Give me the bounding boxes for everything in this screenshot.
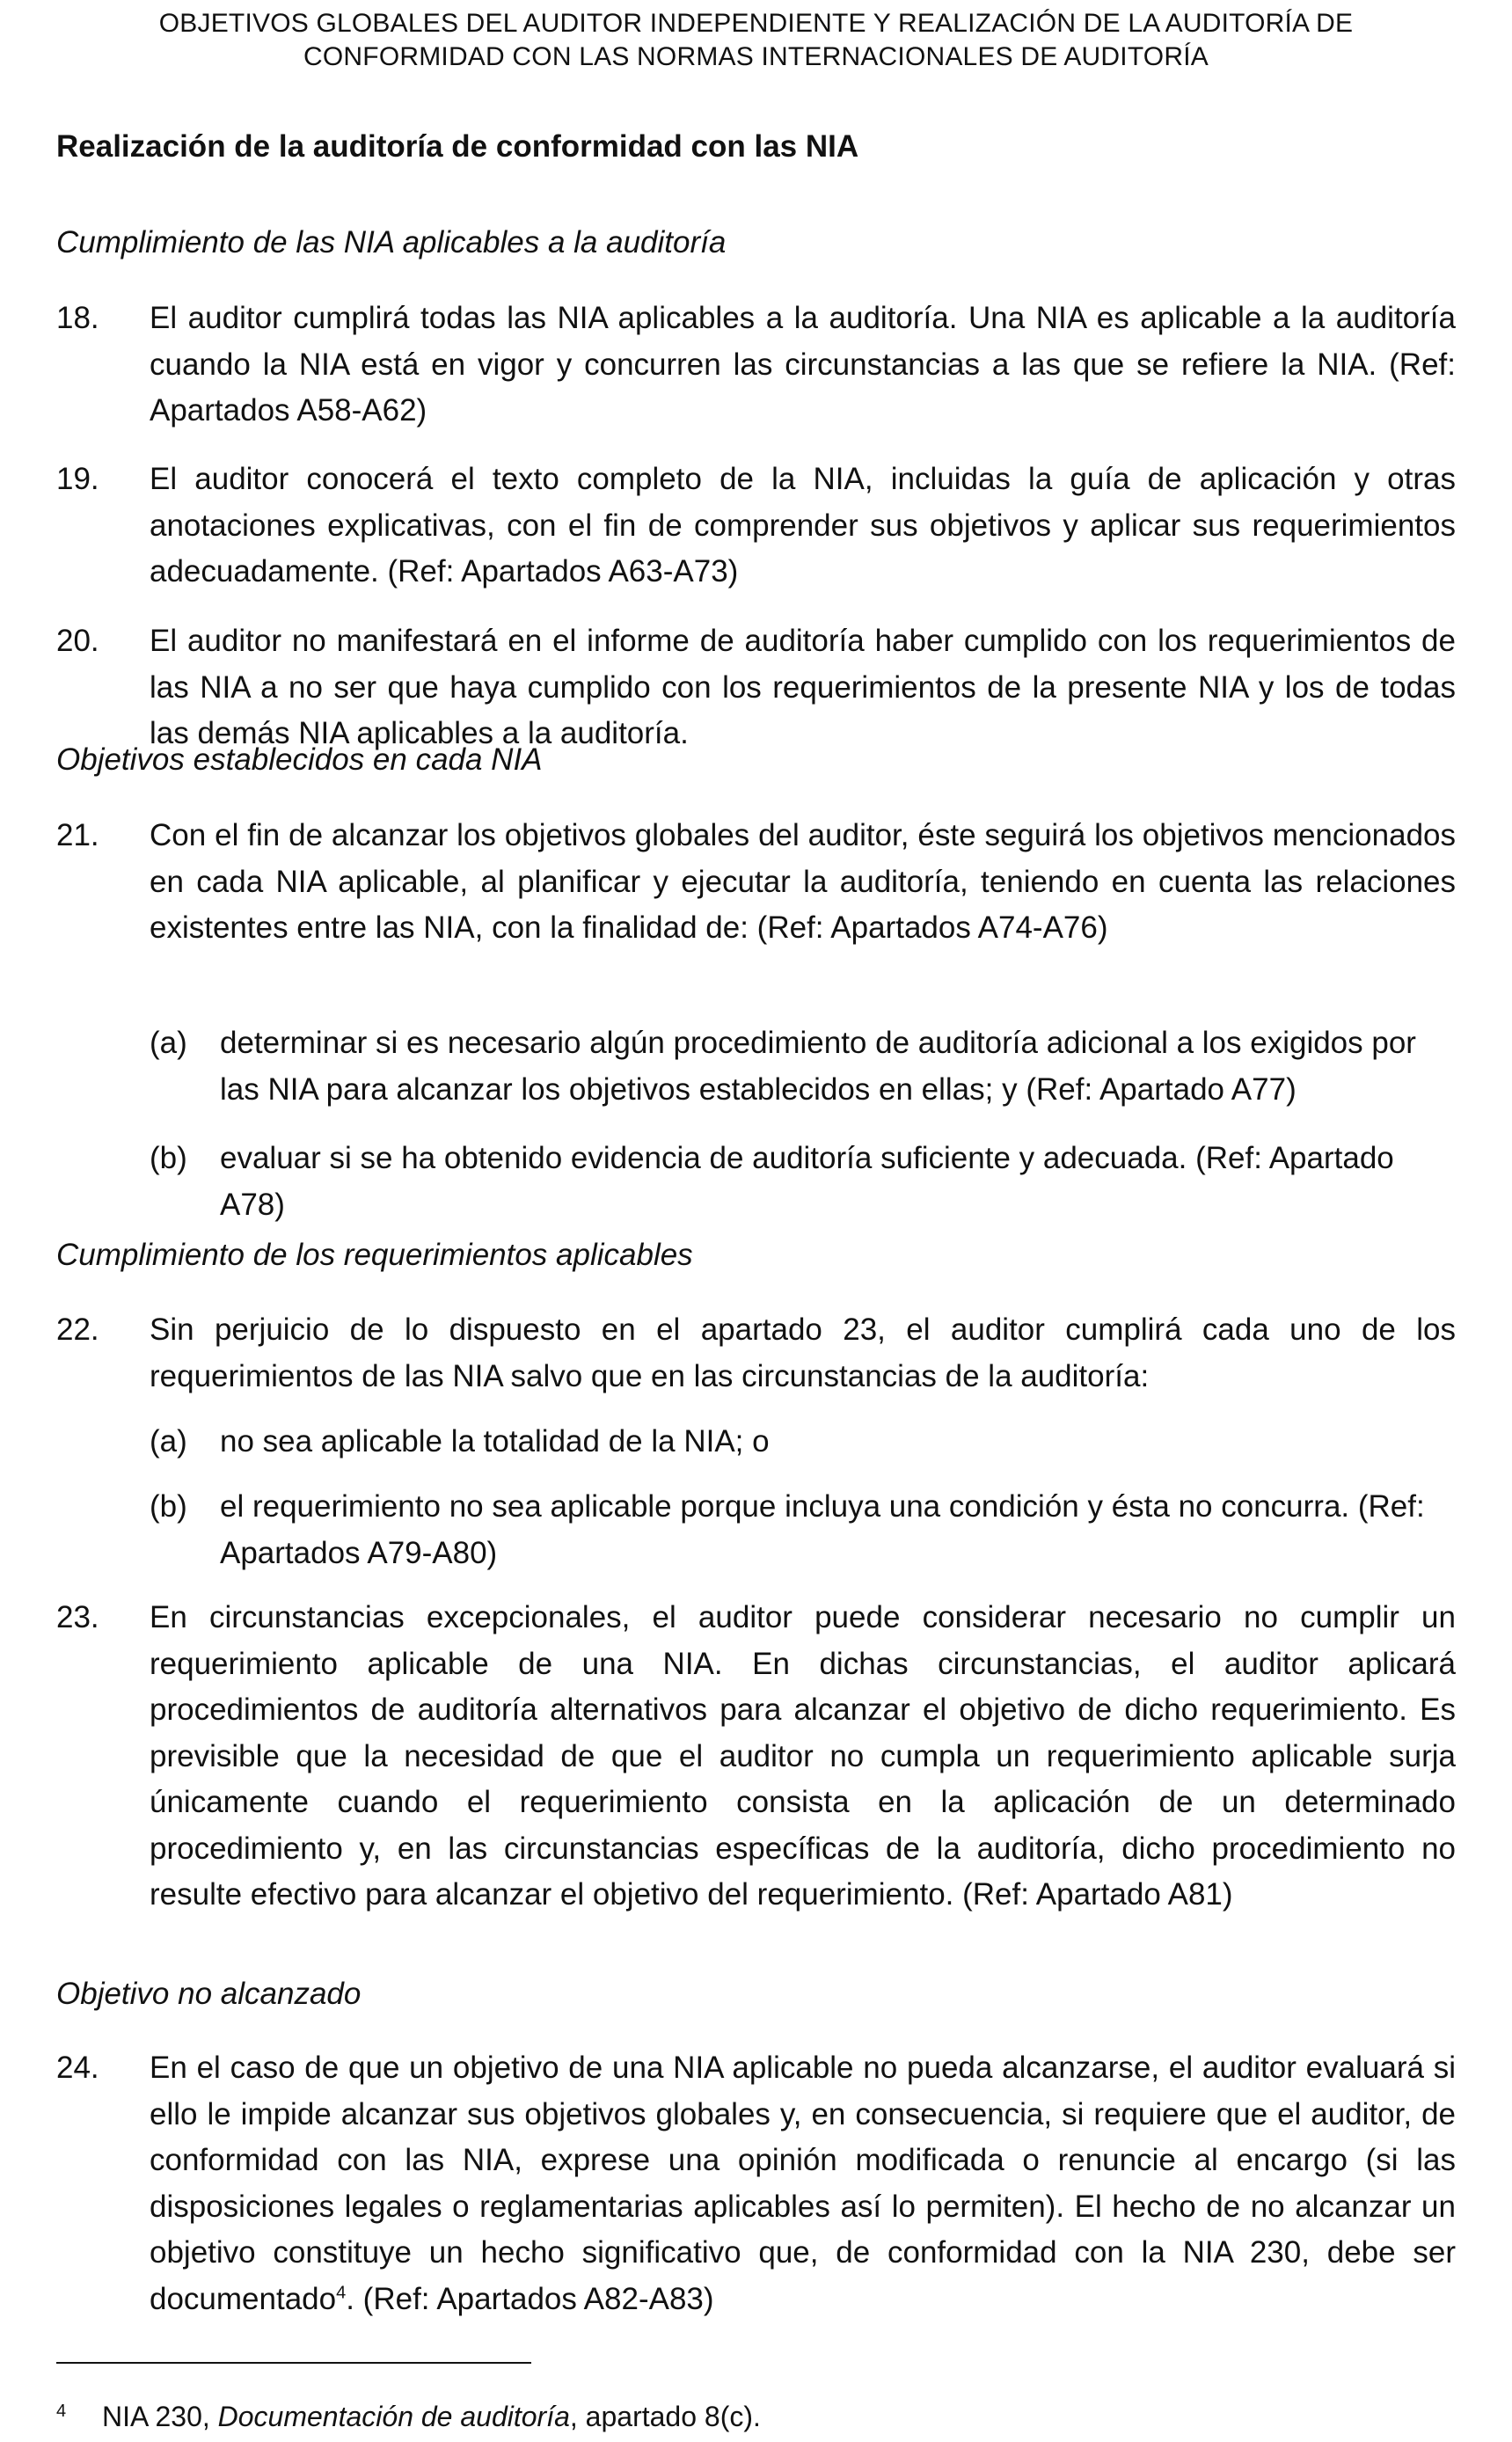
list-item-text: determinar si es necesario algún procedimiento de auditoría adicional a los exigidos por las NIA para alcanzar los objetivos establecidos en ellas; y (Ref: Apartado A77) [220,1026,1416,1107]
section-heading: Realización de la auditoría de conformidad con las NIA [56,129,859,164]
paragraph-text: El auditor no manifestará en el informe de auditoría haber cumplido con los requerimientos de las NIA a no ser que haya cumplido con los requerimientos de la presente NIA y los de todas las demás NIA aplicables a la auditoría. [150,624,1456,750]
paragraph-number: 22. [56,1312,99,1347]
list-item-label: (a) [150,1424,187,1459]
footnote-reference: 4 [336,2282,347,2302]
subheading-cumplimiento-nia: Cumplimiento de las NIA aplicables a la auditoría [56,225,727,260]
subheading-cumplimiento-requerimientos: Cumplimiento de los requerimientos aplicables [56,1238,693,1272]
footnote-prefix: NIA 230, [102,2401,218,2432]
list-item-label: (b) [150,1141,187,1175]
paragraph-number: 18. [56,301,99,335]
list-item-text: el requerimiento no sea aplicable porque incluya una condición y ésta no concurra. (Ref: Apartados A79-A80) [220,1489,1425,1570]
footnote-suffix: , apartado 8(c). [569,2401,761,2432]
list-item-label: (b) [150,1489,187,1524]
paragraph-text: En circunstancias excepcionales, el auditor puede considerar necesario no cumplir un requerimiento aplicable de una NIA. En dichas circunstancias, el auditor aplicará procedimientos de auditoría alternativos para alcanzar el objetivo de dicho requerimiento. Es previsible que la necesidad de que el auditor no cumpla un requerimiento aplicable surja únicamente cuando el requerimiento consista en la aplicación de un determinado procedimiento y, en las circunstancias específicas de la auditoría, dicho procedimiento no resulte efectivo para alcanzar el objetivo del requerimiento. (Ref: Apartado A81) [150,1600,1456,1912]
footnote-number: 4 [56,2402,67,2421]
paragraph-19 [56,457,1456,596]
paragraph-text: Sin perjuicio de lo dispuesto en el apartado 23, el auditor cumplirá cada uno de los requerimientos de las NIA salvo que en las circunstancias de la auditoría: [150,1312,1456,1393]
paragraph-text: El auditor cumplirá todas las NIA aplicables a la auditoría. Una NIA es aplicable a la auditoría cuando la NIA está en vigor y concurren las circunstancias a las que se refiere la NIA. (Ref: Apartados A58-A62) [150,301,1456,428]
paragraph-number: 20. [56,624,99,658]
subheading-objetivos: Objetivos establecidos en cada NIA [56,742,543,777]
paragraph-text: El auditor conocerá el texto completo de la NIA, incluidas la guía de aplicación y otras anotaciones explicativas, con el fin de comprender sus objetivos y aplicar sus requerimientos adecuadamente. (Ref: Apartados A63-A73) [150,462,1456,589]
list-item-22a [150,1419,1456,1466]
list-item-label: (a) [150,1026,187,1060]
paragraph-number: 19. [56,462,99,496]
paragraph-text-ref: . (Ref: Apartados A82-A83) [346,2281,714,2316]
header-line-1: OBJETIVOS GLOBALES DEL AUDITOR INDEPENDIENTE Y REALIZACIÓN DE LA AUDITORÍA DE [158,9,1354,38]
paragraph-23 [56,1595,1456,1919]
paragraph-text-main: En el caso de que un objetivo de una NIA aplicable no pueda alcanzarse, el auditor evaluará si ello le impide alcanzar sus objetivos globales y, en consecuencia, si requiere que el auditor, de conformidad con las NIA, exprese una opinión modificada o renuncie al encargo (si las disposiciones legales o reglamentarias aplicables así lo permiten). El hecho de no alcanzar un objetivo constituye un hecho significativo que, de conformidad con la NIA 230, debe ser documentado [150,2051,1456,2316]
paragraph-18 [56,296,1456,435]
list-item-text: no sea aplicable la totalidad de la NIA; o [220,1424,770,1459]
paragraph-20 [56,618,1456,757]
paragraph-number: 24. [56,2051,99,2085]
list-item-text: evaluar si se ha obtenido evidencia de auditoría suficiente y adecuada. (Ref: Apartado A78) [220,1141,1394,1222]
list-item-21b [150,1136,1456,1228]
paragraph-number: 21. [56,818,99,852]
list-item-21a [150,1020,1456,1113]
header-line-2: CONFORMIDAD CON LAS NORMAS INTERNACIONALES DE AUDITORÍA [303,42,1209,71]
paragraph-21 [56,813,1456,952]
list-item-22b [150,1484,1456,1576]
footnote-text [102,2401,761,2432]
paragraph-number: 23. [56,1600,99,1634]
footnote [56,2399,761,2434]
subheading-objetivo-no-alcanzado: Objetivo no alcanzado [56,1977,362,2011]
paragraph-text: Con el fin de alcanzar los objetivos globales del auditor, éste seguirá los objetivos mencionados en cada NIA aplicable, al planificar y ejecutar la auditoría, teniendo en cuenta las relaciones existentes entre las NIA, con la finalidad de: (Ref: Apartados A74-A76) [150,818,1456,945]
paragraph-22 [56,1307,1456,1400]
footnote-separator [56,2362,531,2364]
running-header [56,7,1456,74]
paragraph-text [150,2045,1456,2322]
paragraph-24 [56,2045,1456,2322]
footnote-cited-title: Documentación de auditoría [217,2401,570,2432]
